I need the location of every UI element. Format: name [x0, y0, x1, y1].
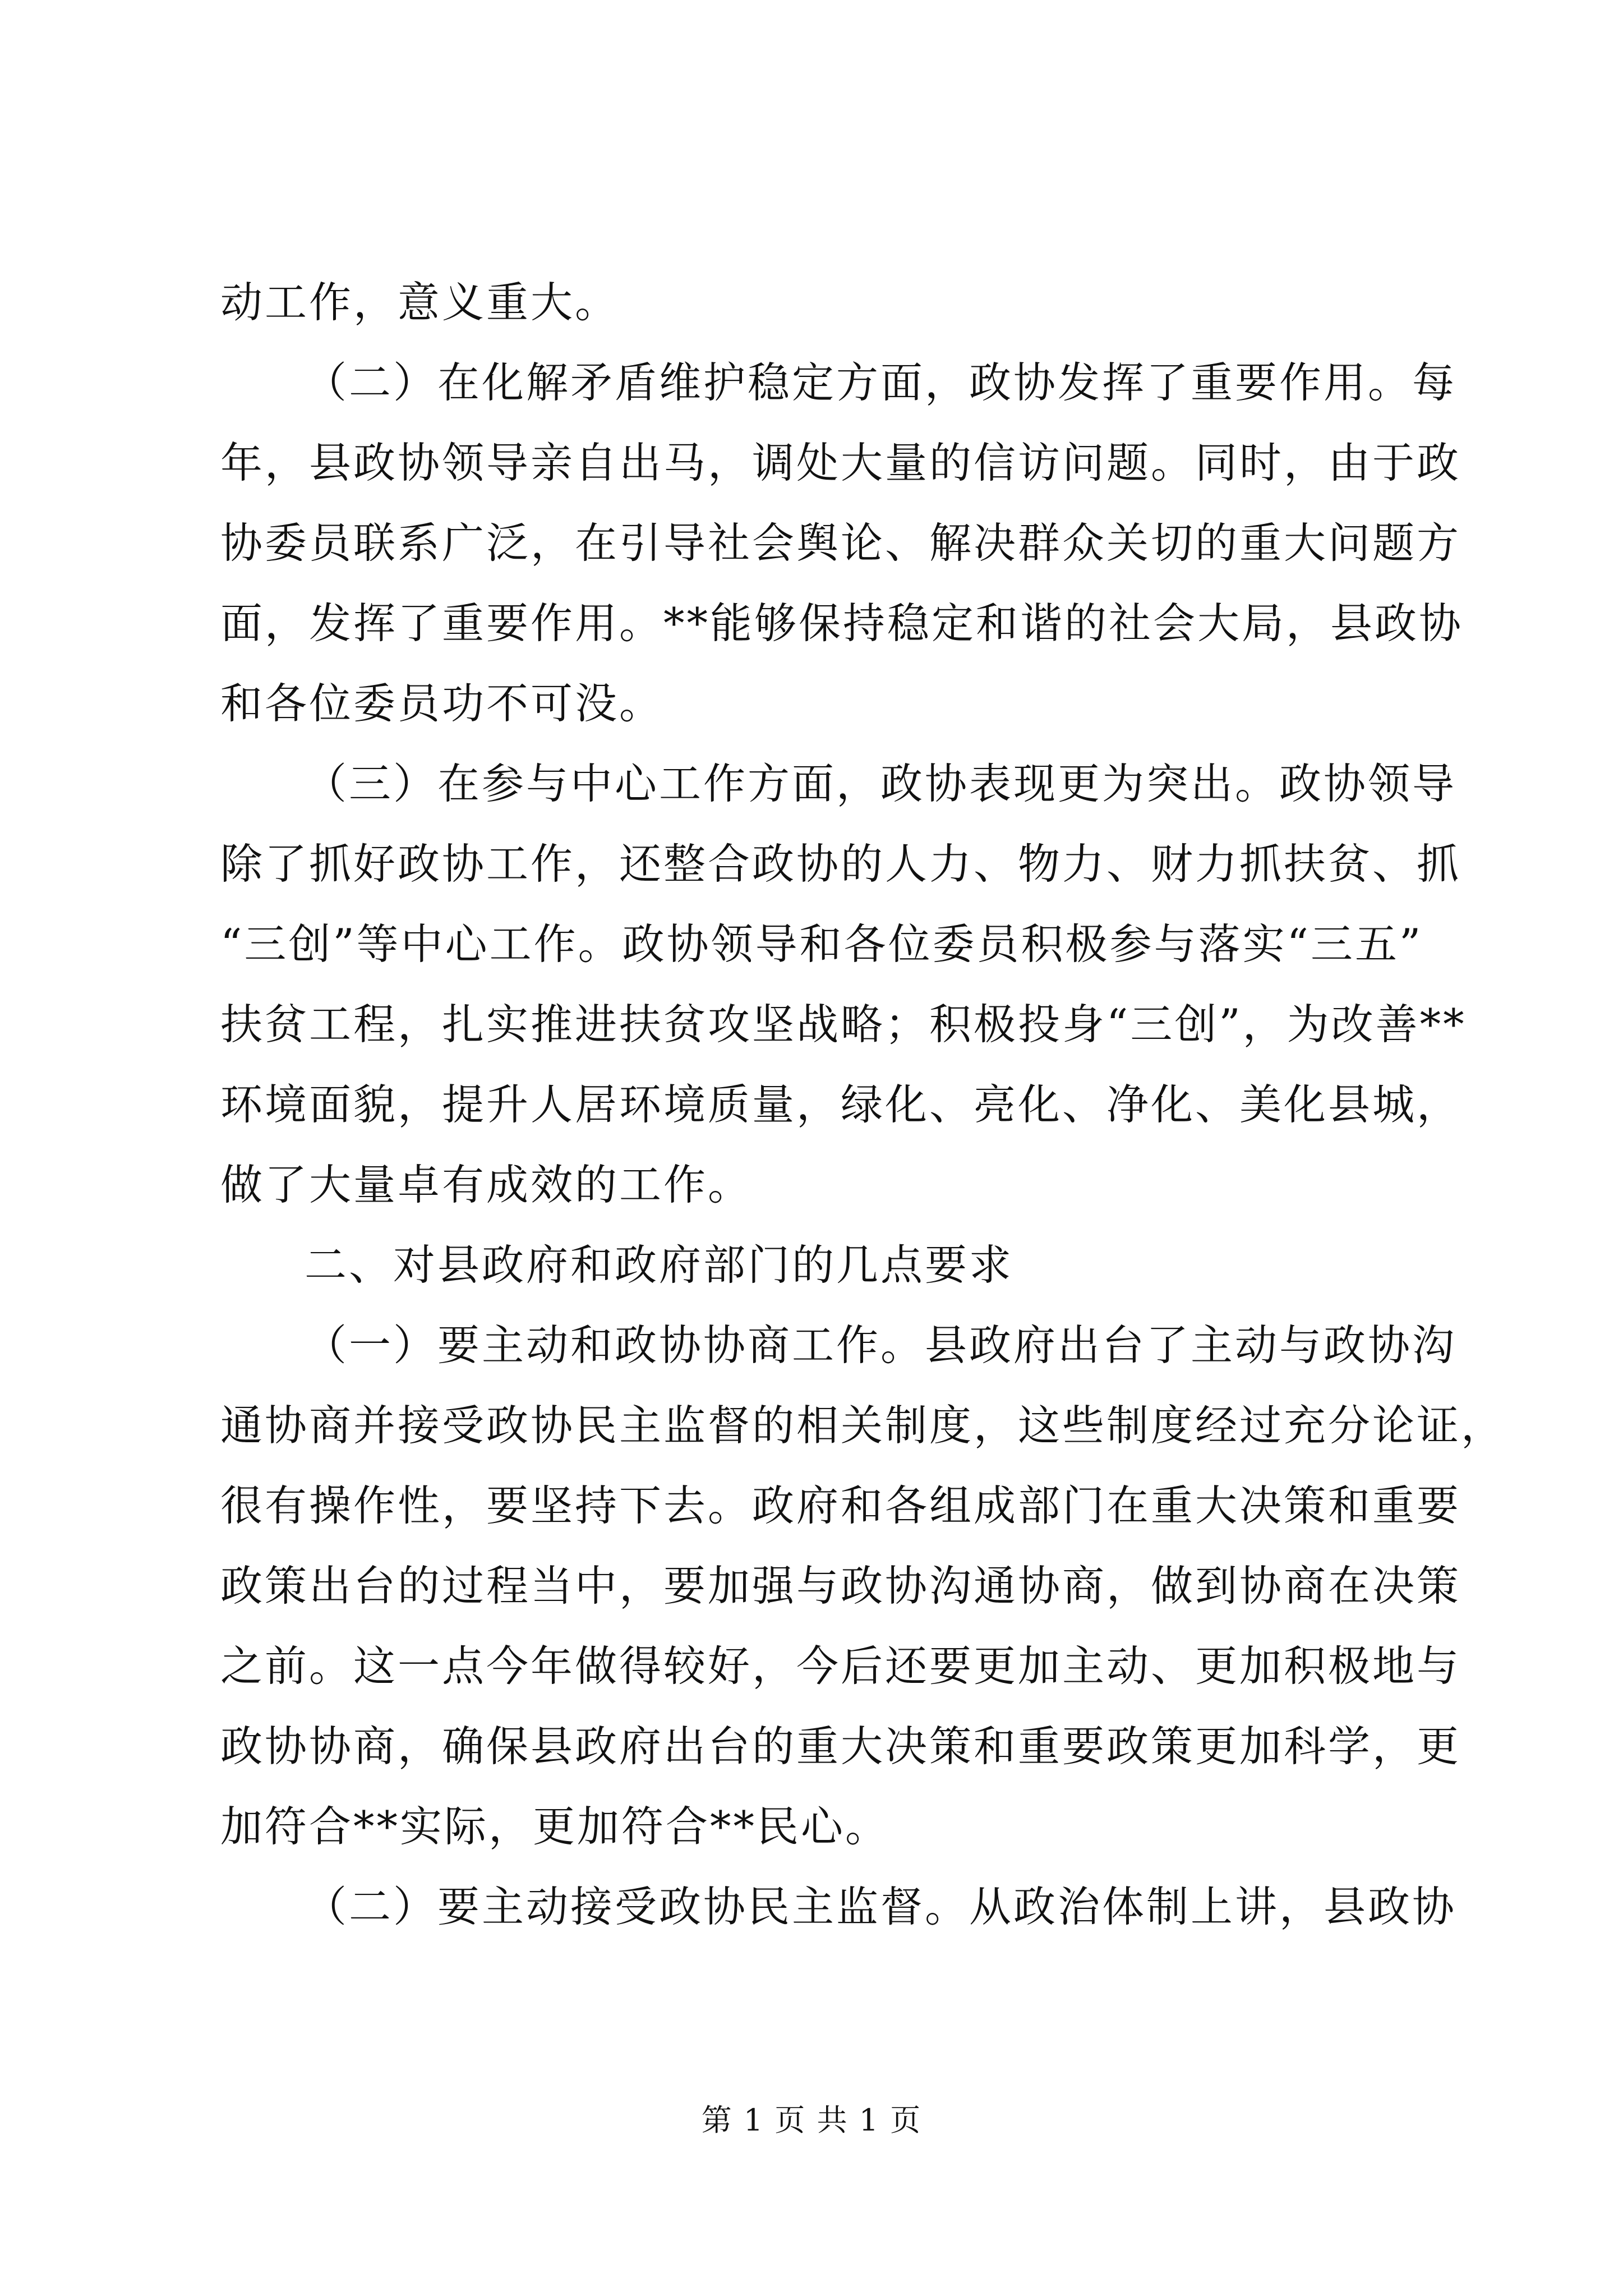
text-line: （二）要主动接受政协民主监督。从政治体制上讲，县政协 [305, 1882, 1457, 1931]
text-line: 通协商并接受政协民主监督的相关制度，这些制度经过充分论证， [220, 1401, 1506, 1450]
text-line: 加符合**实际，更加符合**民心。 [220, 1802, 890, 1851]
text-line: 环境面貌，提升人居环境质量，绿化、亮化、净化、美化县城， [220, 1080, 1461, 1129]
text-line: 二、对县政府和政府部门的几点要求 [305, 1240, 1014, 1290]
text-line: （二）在化解矛盾维护稳定方面，政协发挥了重要作用。每 [305, 358, 1457, 407]
text-line: 除了抓好政协工作，还整合政协的人力、物力、财力抓扶贫、抓 [220, 839, 1461, 889]
page-footer: 第 1 页 共 1 页 [701, 2102, 922, 2138]
text-line: 之前。这一点今年做得较好，今后还要更加主动、更加积极地与 [220, 1641, 1461, 1691]
text-line: 政策出台的过程当中，要加强与政协沟通协商，做到协商在决策 [220, 1561, 1461, 1611]
text-line: 动工作，意义重大。 [220, 278, 620, 327]
text-line: 政协协商，确保县政府出台的重大决策和重要政策更加科学，更 [220, 1722, 1461, 1771]
text-line: 很有操作性，要坚持下去。政府和各组成部门在重大决策和重要 [220, 1481, 1461, 1530]
text-line: （一）要主动和政协协商工作。县政府出台了主动与政协沟 [305, 1320, 1457, 1370]
text-line: 面，发挥了重要作用。**能够保持稳定和谐的社会大局，县政协 [220, 599, 1464, 648]
text-line: 年，县政协领导亲自出马，调处大量的信访问题。同时，由于政 [220, 438, 1461, 487]
text-line: 扶贫工程，扎实推进扶贫攻坚战略；积极投身“三创”，为改善** [220, 1000, 1467, 1049]
text-line: 和各位委员功不可没。 [220, 679, 664, 728]
text-line: 协委员联系广泛，在引导社会舆论、解决群众关切的重大问题方 [220, 518, 1461, 568]
body-text [220, 263, 1506, 1947]
text-line: （三）在参与中心工作方面，政协表现更为突出。政协领导 [305, 759, 1457, 808]
text-line: 做了大量卓有成效的工作。 [220, 1160, 753, 1209]
text-line: “三创”等中心工作。政协领导和各位委员积极参与落实“三五” [220, 919, 1423, 969]
